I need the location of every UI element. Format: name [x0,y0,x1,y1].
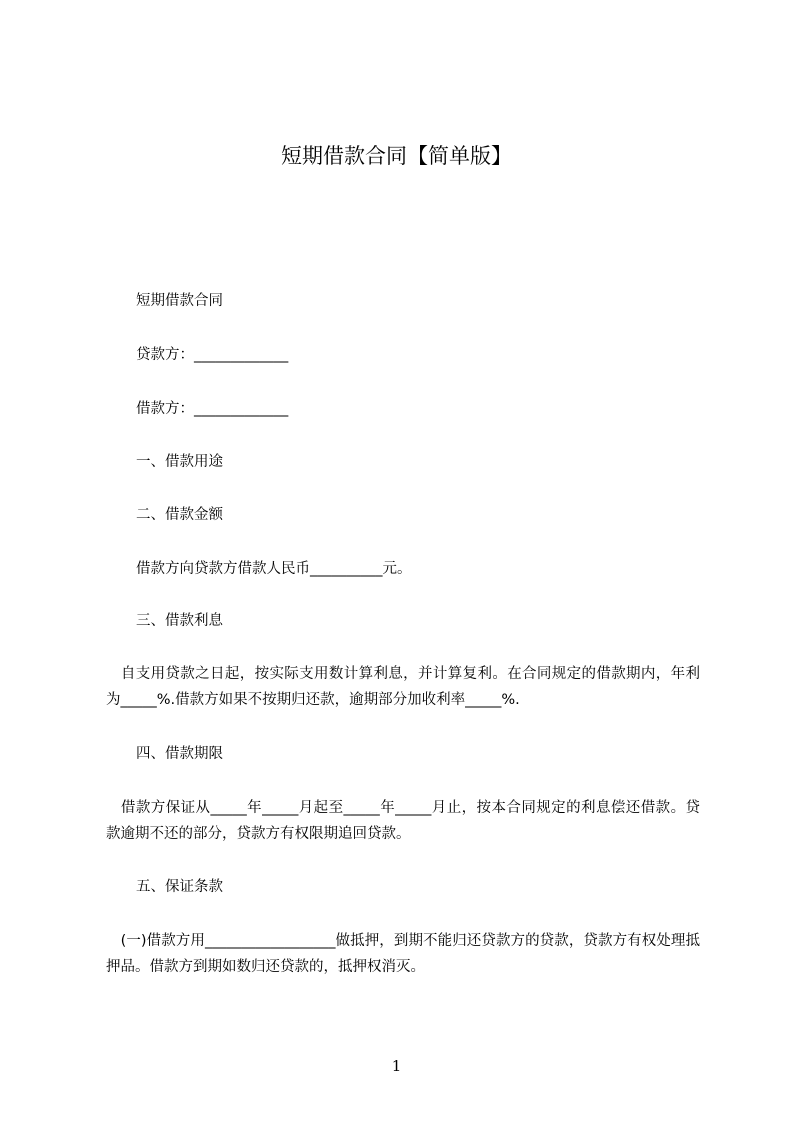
section-heading-term: 四、借款期限 [136,746,223,762]
contract-heading: 短期借款合同 [136,293,223,309]
document-title: 短期借款合同【简单版】 [281,144,512,168]
section-heading-amount: 二、借款金额 [136,507,223,523]
section-heading-guarantee: 五、保证条款 [136,879,223,895]
term-paragraph: 借款方保证从_____年_____月起至_____年_____月止，按本合同规定的利息偿还借款。贷款逾期不还的部分，贷款方有权限期追回贷款。 [106,800,700,842]
amount-text: 借款方向贷款方借款人民币__________元。 [136,561,412,577]
section-heading-interest: 三、借款利息 [136,613,223,629]
lender-line: 贷款方：_____________ [136,347,289,363]
borrower-line: 借款方：_____________ [136,401,289,417]
guarantee-paragraph: (一)借款方用__________________做抵押，到期不能归还贷款方的贷款，贷款方有权处理抵押品。借款方到期如数归还贷款的，抵押权消灭。 [106,933,700,975]
interest-paragraph: 自支用贷款之日起，按实际支用数计算利息，并计算复利。在合同规定的借款期内，年利为_____%.借款方如果不按期归还款，逾期部分加收利率_____%. [106,666,700,708]
page-number: 1 [391,1057,402,1075]
section-heading-purpose: 一、借款用途 [136,454,223,470]
